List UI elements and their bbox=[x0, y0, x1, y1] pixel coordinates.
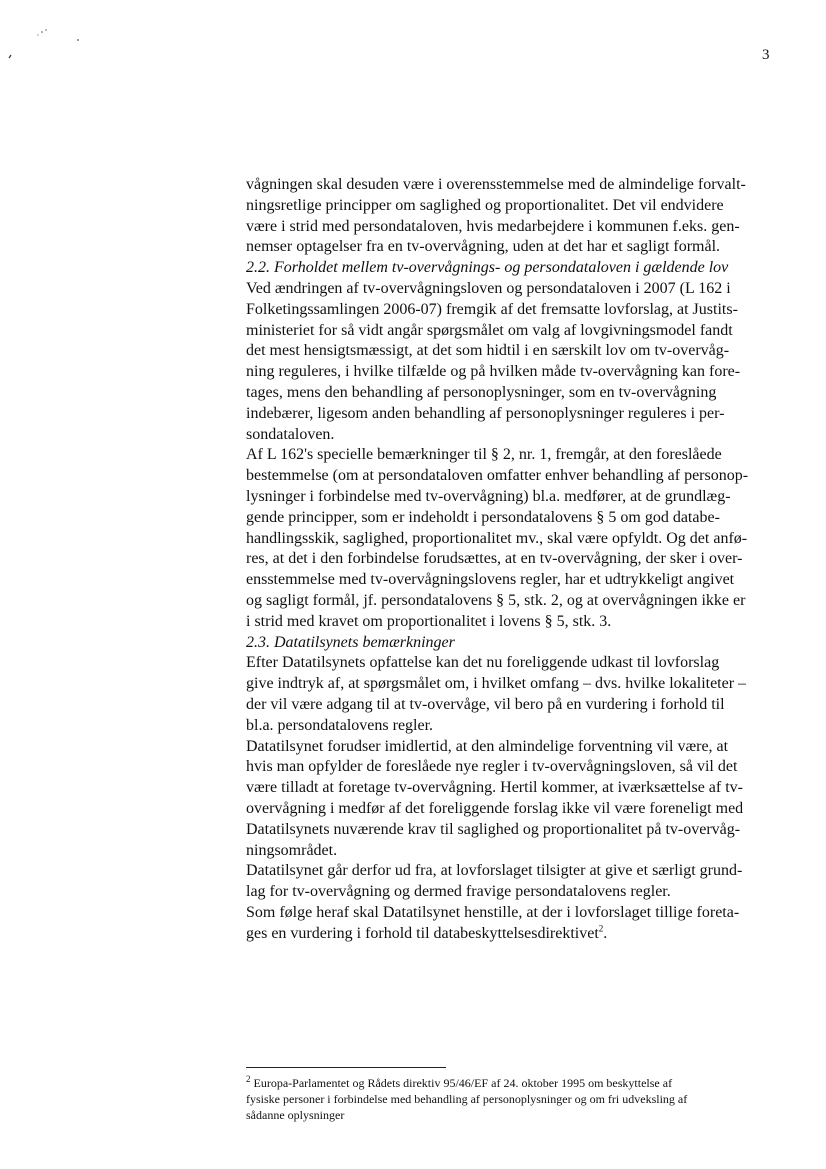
paragraph-text: Som følge heraf skal Datatilsynet henstille, at der i lovforslaget tillige foreta- ges en vurdering i forhold til databeskyttelsesdirektivet bbox=[246, 903, 740, 942]
page-number: 3 bbox=[762, 47, 770, 63]
section-2-3-paragraph-3: Datatilsynet går derfor ud fra, at lovforslaget tilsigter at give et særligt grund- lag for tv-overvågning og dermed fravige persondatalovens regler. bbox=[246, 862, 743, 901]
footnote-number: 2 bbox=[246, 1074, 251, 1084]
document-body bbox=[246, 175, 776, 944]
footnote-reference: 2 bbox=[598, 923, 604, 934]
section-2-2-heading: 2.2. Forholdet mellem tv-overvågnings- og persondataloven i gældende lov bbox=[246, 259, 729, 277]
section-2-3-heading: 2.3. Datatilsynets bemærkninger bbox=[246, 633, 455, 651]
section-2-2-paragraph-2: Af L 162's specielle bemærkninger til § 2, nr. 1, fremgår, at den foreslåede bestemmelse (om at persondataloven omfatter enhver behandling af personop- lysninger i forbindelse med tv-overvågning) bl.a. medfører, at de grundlæg- gende principper, som er indeholdt i persondatalovens § 5 om god databe- handlingsskik, saglighed, proportionalitet mv., skal være opfyldt. Og det anfø- res, at det i den forbindelse forudsættes, at en tv-overvågning, der sker i over- ensstemmelse med tv-overvågningslovens regler, har et udtrykkeligt angivet og sagligt formål, jf. persondatalovens § 5, stk. 2, og at overvågningen ikke er i strid med kravet om proportionalitet i lovens § 5, stk. 3. bbox=[246, 446, 749, 630]
section-2-3-paragraph-1: Efter Datatilsynets opfattelse kan det nu foreliggende udkast til lovforslag give indtryk af, at spørgsmålet om, i hvilket omfang – dvs. hvilke lokaliteter – der vil være adgang til at tv-overvåge, vil bero på en vurdering i forhold til bl.a. persondatalovens regler. bbox=[246, 654, 747, 734]
section-2-2-paragraph-1: Ved ændringen af tv-overvågningsloven og persondataloven i 2007 (L 162 i Folketingssamlingen 2006-07) fremgik af det fremsatte lovforslag, at Justits- ministeriet for så vidt angår spørgsmålet om valg af lovgivningsmodel fandt det mest hensigtsmæssigt, at det som hidtil i en særskilt lov om tv-overvåg- ning reguleres, i hvilke tilfælde og på hvilken måde tv-overvågning kan fore- tages, mens den behandling af personoplysninger, som en tv-overvågning indebærer, ligesom anden behandling af personoplysninger reguleres i per- sondataloven. bbox=[246, 279, 741, 443]
section-2-3-paragraph-4 bbox=[246, 903, 776, 945]
section-2-3-paragraph-2: Datatilsynet forudser imidlertid, at den almindelige forventning vil være, at hvis man opfylder de foreslåede nye regler i tv-overvågningsloven, så vil det være tilladt at foretage tv-overvågning. Hertil kommer, at iværksættelse af tv- overvågning i medfør af det foreliggende forslag ikke vil være foreneligt med Datatilsynets nuværende krav til saglighed og proportionalitet på tv-overvåg- ningsområdet. bbox=[246, 737, 744, 859]
intro-paragraph: vågningen skal desuden være i overensstemmelse med de almindelige forvalt- ningsretlige principper om saglighed og proportionalitet. Det vil endvidere være i strid med persondataloven, hvis medarbejdere i kommunen f.eks. gen- nemser optagelser fra en tv-overvågning, uden at det har et sagligt formål. bbox=[246, 176, 746, 256]
paragraph-end-punctuation: . bbox=[603, 924, 608, 942]
footnote bbox=[246, 1075, 776, 1123]
scan-specks bbox=[8, 14, 98, 64]
footnote-divider bbox=[246, 1067, 446, 1068]
footnote-text: Europa-Parlamentet og Rådets direktiv 95/46/EF af 24. oktober 1995 om beskyttelse af fysiske personer i forbindelse med behandling af personoplysninger og om fri udveksling af sådanne oplysninger bbox=[246, 1076, 688, 1122]
